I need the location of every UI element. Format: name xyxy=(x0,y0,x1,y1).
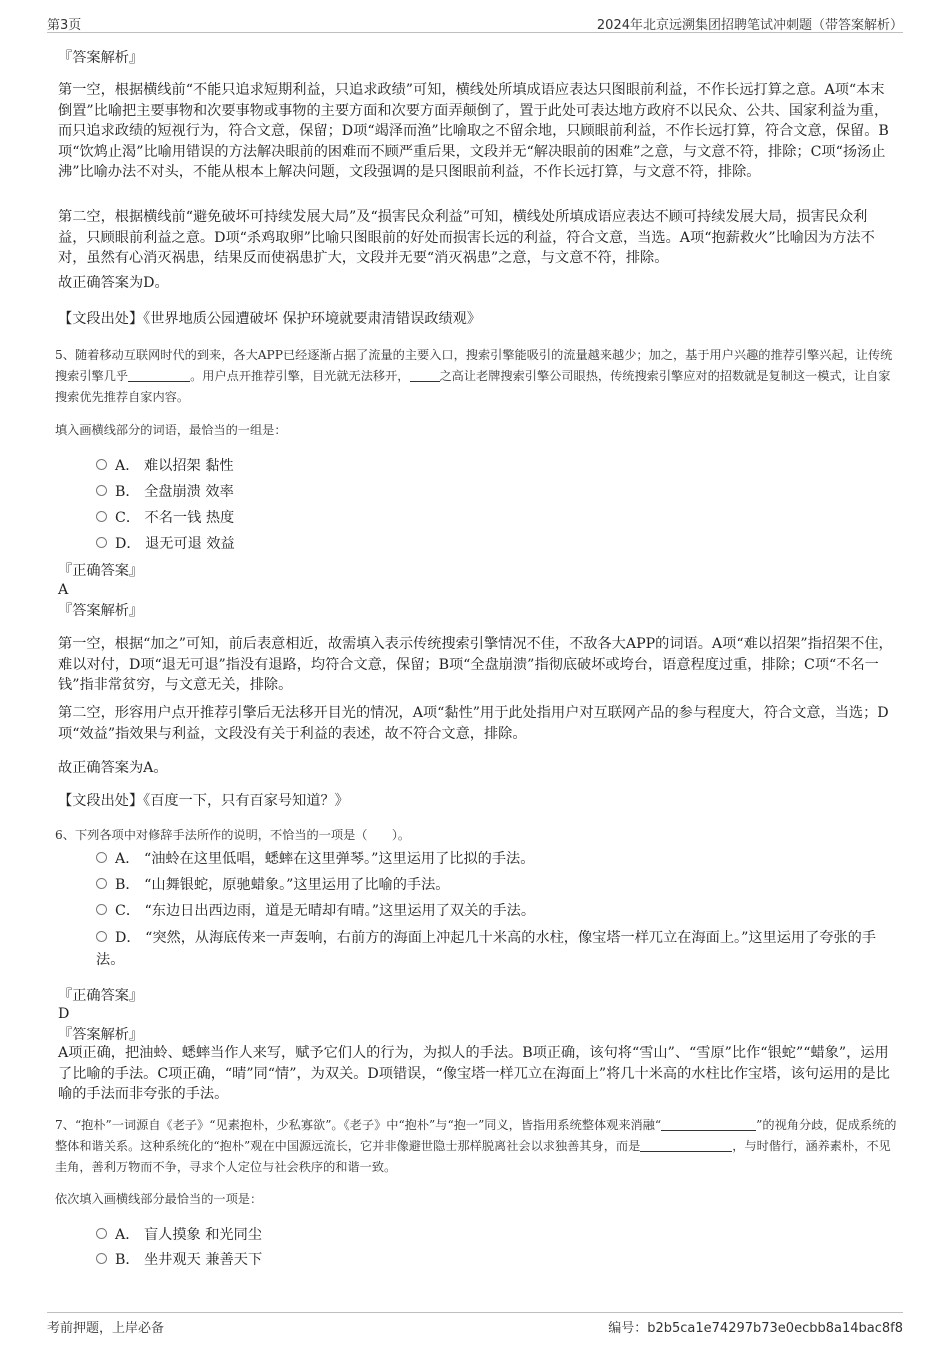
radio-icon[interactable] xyxy=(96,1253,107,1264)
q5-stem xyxy=(55,345,899,408)
page-footer xyxy=(47,1312,903,1337)
q5-blank-1 xyxy=(128,368,190,382)
q5-conclusion: 故正确答案为A。 xyxy=(58,760,168,776)
radio-icon[interactable] xyxy=(96,537,107,548)
q7-prompt: 依次填入画横线部分最恰当的一项是： xyxy=(55,1192,263,1206)
q5-stem-part1: 5、随着移动互联网时代的到来，各大APP已经逐渐占据了流量的主要入口，搜索引擎能吸引的流量越来越少；加之，基于用户兴趣的推荐引擎兴起，让传统搜索引擎几乎 xyxy=(55,348,893,383)
q5-analysis-label: 『答案解析』 xyxy=(58,603,144,619)
q5-analysis-para1: 第一空，根据“加之”可知，前后表意相近，故需填入表示传统搜索引擎情况不佳，不敌各大APP的词语。A项“难以招架”指招架不住，难以对付，D项“退无可退”指没有退路，均符合文意，保留；B项“全盘崩溃”指彻底破坏或垮台，语意程度过重，排除；C项“不名一钱”指非常贫穷，与文意无关，排除。 xyxy=(58,636,893,693)
q7-option-b[interactable]: B． 坐井观天 兼善天下 xyxy=(96,1250,262,1271)
q5-option-b[interactable]: B． 全盘崩溃 效率 xyxy=(96,482,234,503)
q7-blank-2 xyxy=(640,1138,732,1152)
radio-icon[interactable] xyxy=(96,459,107,470)
q5-stem-part2: 。用户点开推荐引擎，目光就无法移开， xyxy=(190,369,410,383)
radio-icon[interactable] xyxy=(96,511,107,522)
q5-option-c[interactable]: C． 不名一钱 热度 xyxy=(96,508,234,529)
q6-option-b[interactable]: B． “山舞银蛇，原驰蜡象。”这里运用了比喻的手法。 xyxy=(96,875,449,896)
document-code: 编号：b2b5ca1e74297b73e0ecbb8a14bac8f8 xyxy=(608,1321,903,1336)
q5-correct-label: 『正确答案』 xyxy=(58,563,144,579)
q5-analysis-para2: 第二空，形容用户点开推荐引擎后无法移开目光的情况，A项“黏性”用于此处指用户对互联网产品的参与程度大，符合文意，当选；D项“效益”指效果与利益，文段没有关于利益的表述，故不符合文意，排除。 xyxy=(58,705,889,742)
radio-icon[interactable] xyxy=(96,485,107,496)
page-number: 第3页 xyxy=(47,18,82,33)
q5-option-a[interactable]: A． 难以招架 黏性 xyxy=(96,456,234,477)
page-header xyxy=(47,10,903,33)
q7-stem-part2: ”的视角分歧，促成系统的整体和谐关系。这种系统化的“抱朴”观在中国源远流长，它并非像避世隐士那样脱离社会以求独善其身，而是 xyxy=(55,1118,897,1153)
q4-analysis-para1: 第一空，根据横线前“不能只追求短期利益，只追求政绩”可知，横线处所填成语应表达只图眼前利益，不作长远打算之意。A项“本末倒置”比喻把主要事物和次要事物或事物的主要方面和次要方面弄颠倒了，置于此处可表达地方政府不以民众、公共、国家利益为重，而只追求政绩的短视行为，符合文意，保留；D项“竭泽而渔”比喻取之不留余地，只顾眼前利益，不作长远打算，符合文意，保留。B项“饮鸩止渴”比喻用错误的方法解决眼前的困难而不顾严重后果，文段并无“解决眼前的困难”之意，与文意不符，排除；C项“扬汤止沸”比喻办法不对头，不能从根本上解决问题，文段强调的是只图眼前利益，不作长远打算，与文意不符，排除。 xyxy=(58,82,889,180)
q5-correct-answer: A xyxy=(58,582,69,598)
q4-source: 【文段出处】《世界地质公园遭破坏 保护环境就要肃清错误政绩观》 xyxy=(58,311,482,327)
q7-stem xyxy=(55,1115,899,1178)
footer-slogan: 考前押题，上岸必备 xyxy=(47,1321,165,1336)
radio-icon[interactable] xyxy=(96,1228,107,1239)
q6-correct-label: 『正确答案』 xyxy=(58,988,144,1004)
q4-analysis-label: 『答案解析』 xyxy=(58,50,144,66)
q6-analysis: A项正确，把油蛉、蟋蟀当作人来写，赋予它们人的行为，为拟人的手法。B项正确，该句将“雪山”、“雪原”比作“银蛇”“蜡象”，运用了比喻的手法。C项正确，“晴”同“情”，为双关。D项错误，“像宝塔一样兀立在海面上”将几十米高的水柱比作宝塔，该句运用的是比喻的手法而非夸张的手法。 xyxy=(58,1045,890,1102)
q7-option-a[interactable]: A． 盲人摸象 和光同尘 xyxy=(96,1225,262,1246)
q7-blank-1 xyxy=(661,1117,756,1131)
q7-stem-part1: 7、“抱朴”一词源自《老子》“见素抱朴，少私寡欲”。《老子》中“抱朴”与“抱一”同义，皆指用系统整体观来消融“ xyxy=(55,1118,662,1132)
radio-icon[interactable] xyxy=(96,878,107,889)
q5-prompt: 填入画横线部分的词语，最恰当的一组是： xyxy=(55,423,287,437)
radio-icon[interactable] xyxy=(96,852,107,863)
document-title: 2024年北京远溯集团招聘笔试冲刺题（带答案解析） xyxy=(596,18,903,33)
q5-stem-part3: 之高让老牌搜索引擎公司眼热，传统搜索引擎应对的招数就是复制这一模式，让自家搜索优先推荐自家内容。 xyxy=(55,369,891,404)
q6-option-a[interactable]: A． “油蛉在这里低唱，蟋蟀在这里弹琴。”这里运用了比拟的手法。 xyxy=(96,849,534,870)
q6-stem: 6、下列各项中对修辞手法所作的说明，不恰当的一项是（ ）。 xyxy=(55,828,411,842)
q6-option-d[interactable]: D． “突然，从海底传来一声轰响，右前方的海面上冲起几十米高的水柱，像宝塔一样兀立在海面上。”这里运用了夸张的手法。 xyxy=(96,930,877,968)
q6-correct-answer: D xyxy=(58,1006,70,1022)
q5-option-d[interactable]: D． 退无可退 效益 xyxy=(96,534,235,555)
q6-analysis-label: 『答案解析』 xyxy=(58,1027,144,1043)
radio-icon[interactable] xyxy=(96,931,107,942)
radio-icon[interactable] xyxy=(96,904,107,915)
q4-conclusion: 故正确答案为D。 xyxy=(58,275,169,291)
q7-stem-part3: ，与时偕行，涵养素朴，不见圭角，善利万物而不争，寻求个人定位与社会秩序的和谐一致。 xyxy=(55,1139,891,1174)
q6-option-c[interactable]: C． “东边日出西边雨，道是无晴却有晴。”这里运用了双关的手法。 xyxy=(96,901,535,922)
q4-analysis-para2: 第二空，根据横线前“避免破坏可持续发展大局”及“损害民众利益”可知，横线处所填成语应表达不顾可持续发展大局，损害民众利益，只顾眼前利益之意。D项“杀鸡取卵”比喻只图眼前的好处而损害长远的利益，符合文意，当选。A项“抱薪救火”比喻因为方法不对，虽然有心消灭祸患，结果反而使祸患扩大，文段并无要“消灭祸患”之意，与文意不符，排除。 xyxy=(58,209,875,266)
q5-blank-2 xyxy=(410,368,440,382)
q5-source: 【文段出处】《百度一下，只有百家号知道？》 xyxy=(58,793,349,809)
